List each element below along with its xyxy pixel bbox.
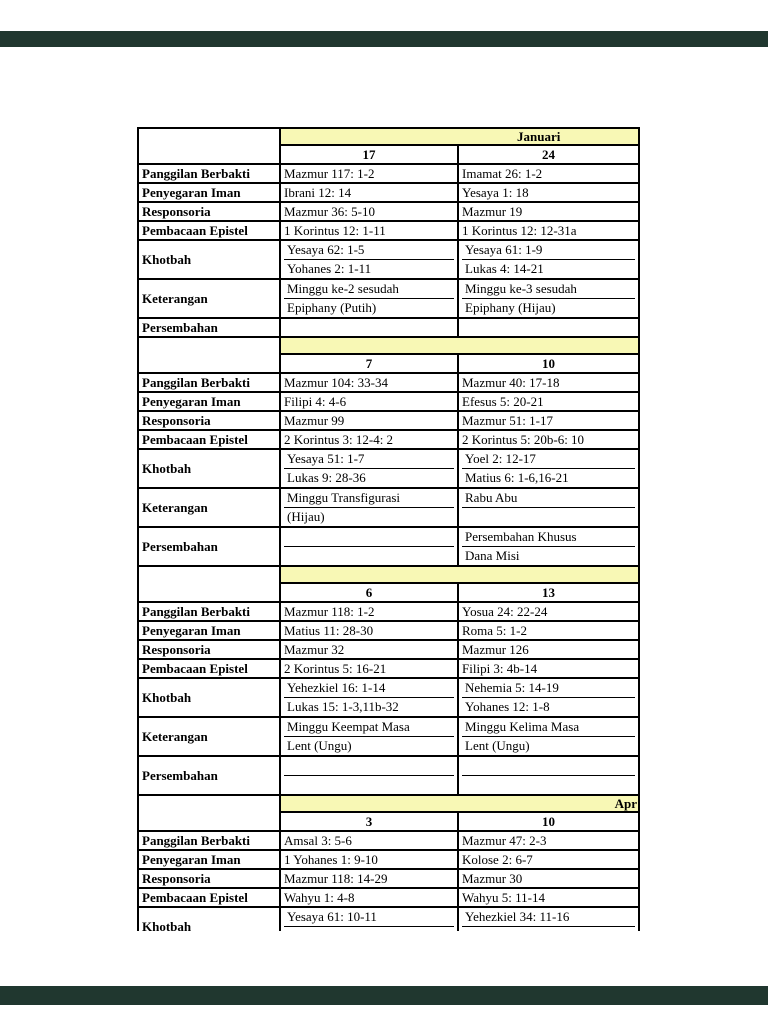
month-row	[138, 337, 639, 354]
data-cell: Mazmur 36: 5-10	[280, 202, 458, 221]
data-subcell: Dana Misi	[462, 546, 635, 565]
data-cell	[280, 527, 458, 566]
data-cell: Roma 5: 1-2	[458, 621, 639, 640]
date-cell: 24	[458, 145, 639, 164]
data-subcell: Lukas 9: 28-36	[284, 468, 454, 487]
row-label-cell: Panggilan Berbakti	[138, 373, 280, 392]
date-cell: 10	[458, 812, 639, 831]
data-cell: 2 Korintus 3: 12-4: 2	[280, 430, 458, 449]
data-cell: Mazmur 32	[280, 640, 458, 659]
date-cell: 7	[280, 354, 458, 373]
data-cell: Imamat 26: 1-2	[458, 164, 639, 183]
month-row	[138, 128, 639, 145]
data-cell	[280, 449, 458, 488]
data-cell: Mazmur 40: 17-18	[458, 373, 639, 392]
table-row	[138, 756, 639, 795]
row-label-cell: Pembacaan Epistel	[138, 659, 280, 678]
row-label-cell: Khotbah	[138, 678, 280, 717]
data-subcell: Epiphany (Putih)	[284, 298, 454, 317]
month-label: Januari	[517, 129, 561, 144]
data-cell: Matius 11: 28-30	[280, 621, 458, 640]
table-row	[138, 221, 639, 240]
data-subcell	[462, 507, 635, 526]
data-cell	[458, 907, 639, 931]
section-corner-cell	[138, 795, 280, 831]
data-subcell	[462, 926, 635, 931]
row-label-cell: Khotbah	[138, 240, 280, 279]
row-label-cell: Panggilan Berbakti	[138, 831, 280, 850]
row-label-cell: Responsoria	[138, 640, 280, 659]
date-cell: 3	[280, 812, 458, 831]
date-cell: 13	[458, 583, 639, 602]
bottom-chrome-bar	[0, 986, 768, 1005]
table-row	[138, 888, 639, 907]
table-row	[138, 202, 639, 221]
data-cell	[458, 240, 639, 279]
data-subcell: Yehezkiel 16: 1-14	[287, 680, 386, 695]
data-subcell: Matius 6: 1-6,16-21	[462, 468, 635, 487]
data-subcell: Minggu Keempat Masa	[287, 719, 410, 734]
data-subcell: Yohanes 2: 1-11	[284, 259, 454, 278]
data-subcell: Minggu Kelima Masa	[465, 719, 580, 734]
data-cell: Filipi 3: 4b-14	[458, 659, 639, 678]
row-label-cell: Responsoria	[138, 411, 280, 430]
data-cell: Ibrani 12: 14	[280, 183, 458, 202]
table-row	[138, 659, 639, 678]
row-label-cell: Pembacaan Epistel	[138, 221, 280, 240]
data-cell: Mazmur 126	[458, 640, 639, 659]
data-subcell: Yesaya 61: 10-11	[287, 909, 377, 924]
row-label-cell: Penyegaran Iman	[138, 850, 280, 869]
row-label-cell: Penyegaran Iman	[138, 621, 280, 640]
data-subcell: Persembahan Khusus	[465, 529, 577, 544]
month-band	[280, 128, 639, 145]
row-label-cell: Responsoria	[138, 869, 280, 888]
table-row	[138, 907, 639, 931]
data-subcell	[462, 757, 635, 775]
table-row	[138, 621, 639, 640]
data-cell: Mazmur 19	[458, 202, 639, 221]
data-cell	[280, 907, 458, 931]
data-cell: 2 Korintus 5: 20b-6: 10	[458, 430, 639, 449]
data-cell: Filipi 4: 4-6	[280, 392, 458, 411]
date-cell: 10	[458, 354, 639, 373]
date-cell: 6	[280, 583, 458, 602]
data-cell: Wahyu 5: 11-14	[458, 888, 639, 907]
data-cell: Wahyu 1: 4-8	[280, 888, 458, 907]
data-cell: 2 Korintus 5: 16-21	[280, 659, 458, 678]
table-row	[138, 279, 639, 318]
data-cell	[280, 488, 458, 527]
data-subcell: Epiphany (Hijau)	[462, 298, 635, 317]
month-band	[280, 337, 639, 354]
data-cell: Mazmur 117: 1-2	[280, 164, 458, 183]
month-band	[280, 566, 639, 583]
table-row	[138, 831, 639, 850]
data-cell: Kolose 2: 6-7	[458, 850, 639, 869]
data-subcell: Minggu Transfigurasi	[287, 490, 401, 505]
table-row	[138, 164, 639, 183]
data-cell	[458, 678, 639, 717]
data-cell	[280, 756, 458, 795]
data-cell: Mazmur 51: 1-17	[458, 411, 639, 430]
data-cell: Mazmur 118: 14-29	[280, 869, 458, 888]
data-cell	[458, 717, 639, 756]
row-label-cell: Persembahan	[138, 318, 280, 337]
data-subcell	[284, 546, 454, 565]
data-cell: Mazmur 118: 1-2	[280, 602, 458, 621]
table-row	[138, 318, 639, 337]
table-row	[138, 373, 639, 392]
row-label-cell: Keterangan	[138, 279, 280, 318]
row-label-cell: Pembacaan Epistel	[138, 888, 280, 907]
data-cell: Mazmur 104: 33-34	[280, 373, 458, 392]
data-subcell	[284, 775, 454, 794]
data-subcell	[284, 926, 454, 931]
table-row	[138, 488, 639, 527]
data-subcell: Minggu ke-2 sesudah	[287, 281, 399, 296]
data-subcell: Lukas 4: 14-21	[462, 259, 635, 278]
data-subcell: Yohanes 12: 1-8	[462, 697, 635, 716]
data-subcell	[284, 757, 454, 775]
data-cell: Mazmur 99	[280, 411, 458, 430]
table-row	[138, 411, 639, 430]
row-label-cell: Khotbah	[138, 907, 280, 931]
data-subcell: Minggu ke-3 sesudah	[465, 281, 577, 296]
data-cell	[458, 527, 639, 566]
data-cell: Yosua 24: 22-24	[458, 602, 639, 621]
data-subcell: Yesaya 51: 1-7	[287, 451, 365, 466]
data-cell	[458, 318, 639, 337]
data-cell	[280, 279, 458, 318]
data-cell: Yesaya 1: 18	[458, 183, 639, 202]
month-row	[138, 795, 639, 812]
table-row	[138, 640, 639, 659]
section-corner-cell	[138, 337, 280, 373]
table-row	[138, 240, 639, 279]
data-subcell: Yoel 2: 12-17	[465, 451, 536, 466]
table-row	[138, 869, 639, 888]
liturgy-table-body	[138, 128, 639, 931]
row-label-cell: Panggilan Berbakti	[138, 602, 280, 621]
section-corner-cell	[138, 128, 280, 164]
data-cell: Mazmur 30	[458, 869, 639, 888]
liturgy-schedule-table	[137, 127, 640, 931]
row-label-cell: Persembahan	[138, 756, 280, 795]
row-label-cell: Khotbah	[138, 449, 280, 488]
data-cell	[458, 449, 639, 488]
data-cell: Amsal 3: 5-6	[280, 831, 458, 850]
table-row	[138, 850, 639, 869]
data-cell	[280, 240, 458, 279]
data-subcell: (Hijau)	[284, 507, 454, 526]
table-row	[138, 430, 639, 449]
table-row	[138, 392, 639, 411]
section-corner-cell	[138, 566, 280, 602]
data-subcell: Lukas 15: 1-3,11b-32	[284, 697, 454, 716]
row-label-cell: Persembahan	[138, 527, 280, 566]
row-label-cell: Pembacaan Epistel	[138, 430, 280, 449]
data-cell	[458, 488, 639, 527]
data-cell: 1 Korintus 12: 12-31a	[458, 221, 639, 240]
date-cell: 17	[280, 145, 458, 164]
table-row	[138, 527, 639, 566]
data-subcell: Yesaya 61: 1-9	[465, 242, 543, 257]
data-cell	[280, 678, 458, 717]
table-row	[138, 602, 639, 621]
data-subcell: Yehezkiel 34: 11-16	[465, 909, 570, 924]
row-label-cell: Keterangan	[138, 488, 280, 527]
data-subcell: Lent (Ungu)	[284, 736, 454, 755]
data-subcell: Rabu Abu	[465, 490, 518, 505]
month-row	[138, 566, 639, 583]
data-subcell: Nehemia 5: 14-19	[465, 680, 559, 695]
data-cell	[280, 717, 458, 756]
row-label-cell: Penyegaran Iman	[138, 392, 280, 411]
data-subcell	[462, 775, 635, 794]
month-label: Apr	[614, 796, 637, 811]
row-label-cell: Penyegaran Iman	[138, 183, 280, 202]
table-row	[138, 449, 639, 488]
table-row	[138, 717, 639, 756]
data-cell	[458, 279, 639, 318]
row-label-cell: Keterangan	[138, 717, 280, 756]
data-cell: 1 Korintus 12: 1-11	[280, 221, 458, 240]
data-cell: Mazmur 47: 2-3	[458, 831, 639, 850]
month-band	[280, 795, 639, 812]
row-label-cell: Responsoria	[138, 202, 280, 221]
table-row	[138, 183, 639, 202]
data-cell: 1 Yohanes 1: 9-10	[280, 850, 458, 869]
data-cell: Efesus 5: 20-21	[458, 392, 639, 411]
data-subcell: Lent (Ungu)	[462, 736, 635, 755]
data-subcell: Yesaya 62: 1-5	[287, 242, 365, 257]
data-cell	[280, 318, 458, 337]
row-label-cell: Panggilan Berbakti	[138, 164, 280, 183]
data-cell	[458, 756, 639, 795]
data-subcell	[284, 528, 454, 546]
table-row	[138, 678, 639, 717]
